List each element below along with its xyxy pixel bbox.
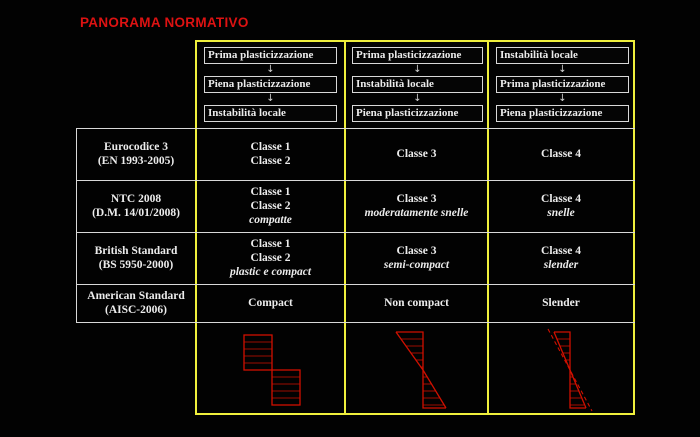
arrow-down-icon: ↓ xyxy=(413,93,422,104)
cell-line: Classe 4 xyxy=(541,193,581,205)
flow-column-1 xyxy=(204,47,337,122)
table-cell xyxy=(197,181,344,231)
row-label xyxy=(77,181,195,231)
flow-column-3 xyxy=(496,47,629,122)
cell-line: snelle xyxy=(547,207,575,219)
cell-line: Classe 3 xyxy=(396,148,437,160)
cell-line: moderatamente snelle xyxy=(364,207,469,219)
label-line: (EN 1993-2005) xyxy=(97,155,175,167)
arrow-down-icon: ↓ xyxy=(266,93,275,104)
elastic-triangular-stress-diagram xyxy=(366,324,466,412)
cell-line: Classe 3 xyxy=(396,245,437,257)
table-cell xyxy=(489,129,633,179)
table-cell xyxy=(489,233,633,283)
label-line: American Standard xyxy=(87,290,185,302)
cell-line: Classe 3 xyxy=(396,193,437,205)
cell-line: Slender xyxy=(542,297,580,309)
plastic-stress-blocks-diagram xyxy=(222,324,322,412)
table-cell xyxy=(346,285,487,321)
table-cell xyxy=(489,285,633,321)
arrow-down-icon: ↓ xyxy=(558,93,567,104)
cell-line: Classe 2 xyxy=(250,200,291,212)
page-title: PANORAMA NORMATIVO xyxy=(80,15,249,30)
flow-step: Prima plasticizzazione xyxy=(204,47,337,64)
flow-step: Piena plasticizzazione xyxy=(496,105,629,122)
cell-line: Classe 1 xyxy=(250,141,291,153)
label-line: NTC 2008 xyxy=(110,193,162,205)
cell-line: Classe 2 xyxy=(250,155,291,167)
cell-line: Classe 4 xyxy=(541,245,581,257)
cell-line: Compact xyxy=(248,297,293,309)
cell-line: compatte xyxy=(249,214,292,226)
cell-line: Classe 4 xyxy=(541,148,581,160)
arrow-down-icon: ↓ xyxy=(266,64,275,75)
label-line: (BS 5950-2000) xyxy=(98,259,174,271)
flow-step: Piena plasticizzazione xyxy=(352,105,483,122)
cell-line: Classe 1 xyxy=(250,238,291,250)
label-line: (AISC-2006) xyxy=(105,304,167,316)
table-cell xyxy=(346,129,487,179)
flow-column-2 xyxy=(352,47,483,122)
cell-line: slender xyxy=(543,259,579,271)
label-line: (D.M. 14/01/2008) xyxy=(92,207,180,219)
cell-line: semi-compact xyxy=(383,259,450,271)
row-label xyxy=(77,233,195,283)
flow-step: Prima plasticizzazione xyxy=(496,76,629,93)
cell-line: Classe 2 xyxy=(250,252,291,264)
arrow-down-icon: ↓ xyxy=(558,64,567,75)
reduced-effective-stress-diagram xyxy=(512,324,612,412)
arrow-down-icon: ↓ xyxy=(413,64,422,75)
label-line: Eurocodice 3 xyxy=(104,141,168,153)
flow-step: Prima plasticizzazione xyxy=(352,47,483,64)
cell-line: Classe 1 xyxy=(250,186,291,198)
flow-step: Instabilità locale xyxy=(496,47,629,64)
table-cell xyxy=(346,233,487,283)
row-label xyxy=(77,129,195,179)
table-cell xyxy=(197,233,344,283)
table-cell xyxy=(197,129,344,179)
label-line: British Standard xyxy=(94,245,178,257)
flow-step: Instabilità locale xyxy=(352,76,483,93)
cell-line: plastic e compact xyxy=(229,266,312,278)
flow-step: Instabilità locale xyxy=(204,105,337,122)
cell-line: Non compact xyxy=(384,297,449,309)
table-cell xyxy=(346,181,487,231)
row-label xyxy=(77,285,195,321)
table-cell xyxy=(197,285,344,321)
flow-step: Piena plasticizzazione xyxy=(204,76,337,93)
table-cell xyxy=(489,181,633,231)
row-line xyxy=(76,322,635,323)
